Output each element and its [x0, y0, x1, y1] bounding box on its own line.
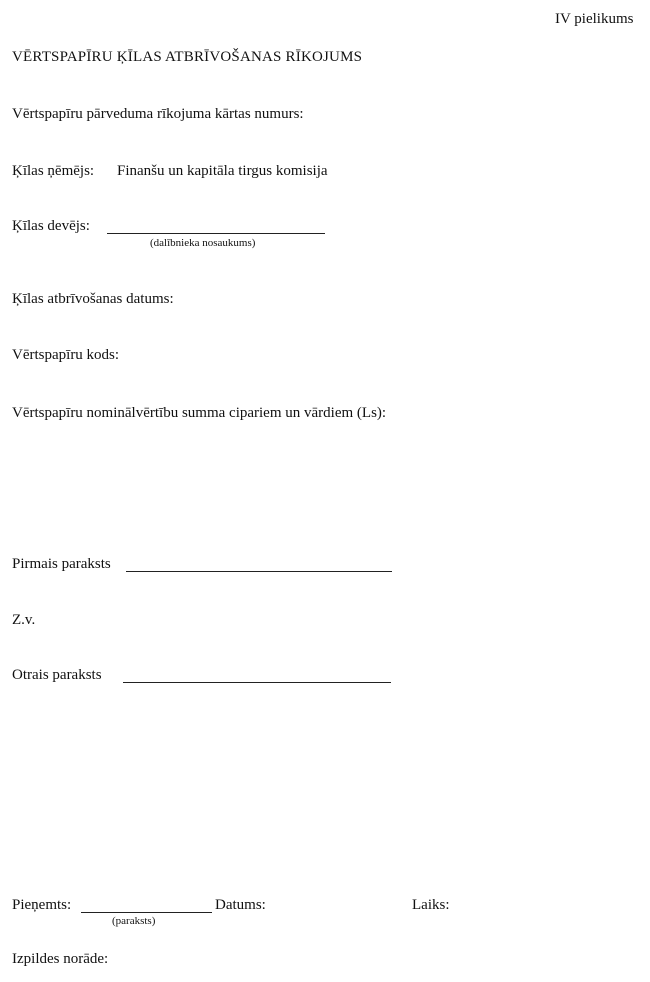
- nominal-sum-label: Vērtspapīru nominālvērtību summa cipariem un vārdiem (Ls):: [12, 405, 387, 421]
- pledgee-value: Finanšu un kapitāla tirgus komisija: [117, 163, 328, 179]
- date-label: Datums:: [215, 897, 266, 913]
- first-signature-label: Pirmais paraksts: [12, 556, 111, 572]
- order-number-label: Vērtspapīru pārveduma rīkojuma kārtas numurs:: [12, 106, 304, 122]
- accepted-signature-line[interactable]: [81, 912, 212, 913]
- time-label: Laiks:: [412, 897, 450, 913]
- document-title: VĒRTSPAPĪRU ĶĪLAS ATBRĪVOŠANAS RĪKOJUMS: [12, 49, 363, 65]
- second-signature-label: Otrais paraksts: [12, 667, 102, 683]
- pledgor-label: Ķīlas devējs:: [12, 218, 90, 234]
- execution-note-label: Izpildes norāde:: [12, 951, 109, 967]
- stamp-label: Z.v.: [12, 612, 36, 628]
- accepted-signature-caption: (paraksts): [112, 915, 156, 927]
- release-date-label: Ķīlas atbrīvošanas datums:: [12, 291, 174, 307]
- accepted-label: Pieņemts:: [12, 897, 72, 913]
- second-signature-line[interactable]: [123, 682, 391, 683]
- first-signature-line[interactable]: [126, 571, 392, 572]
- pledgor-caption: (dalībnieka nosaukums): [150, 237, 256, 249]
- pledgee-label: Ķīlas ņēmējs:: [12, 163, 95, 179]
- pledgor-line[interactable]: [107, 233, 325, 234]
- securities-code-label: Vērtspapīru kods:: [12, 347, 120, 363]
- appendix-label: IV pielikums: [555, 11, 634, 27]
